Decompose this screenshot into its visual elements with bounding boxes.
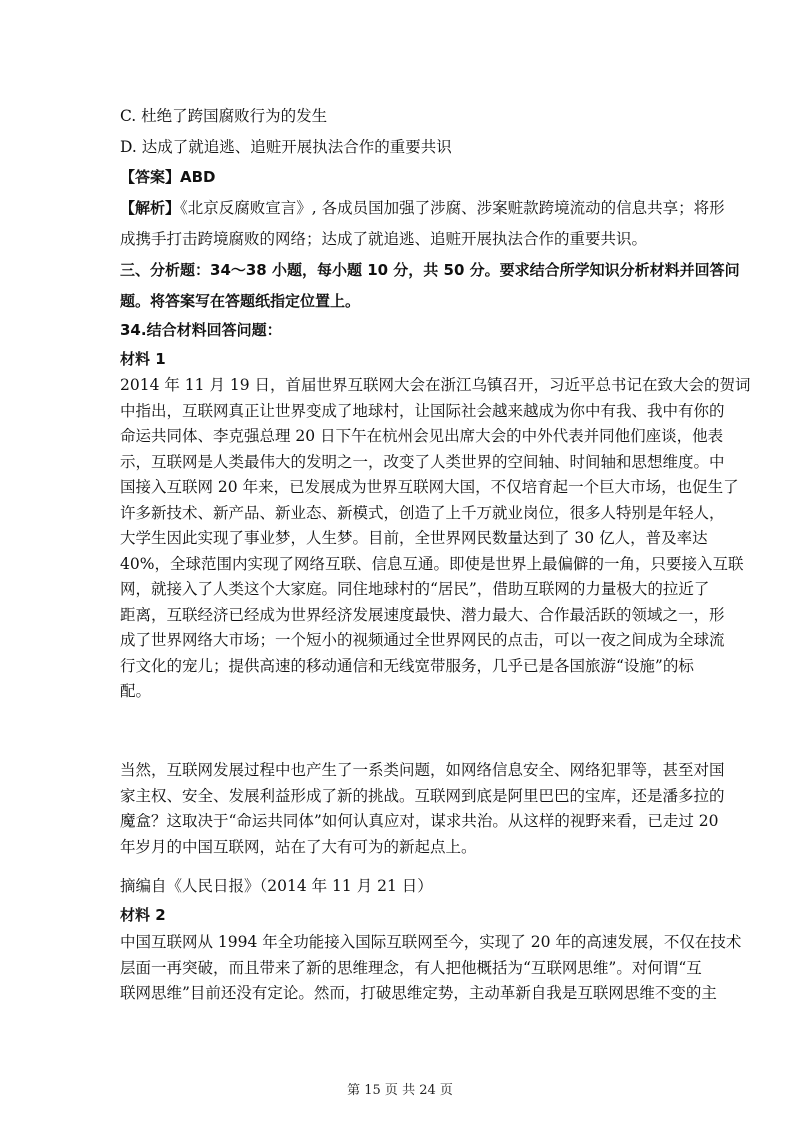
analysis-text-1: 《北京反腐败宣言》, 各成员国加强了涉腐、涉案赃款跨境流动的信息共享；将形 <box>180 199 725 217</box>
text-line: 大学生因此实现了事业梦，人生梦。目前，全世界网民数量达到了 30 亿人，普及率达 <box>120 529 708 547</box>
text-line: 中国互联网从 1994 年全功能接入国际互联网至今，实现了 20 年的高速发展，不仅在技术 <box>120 933 742 951</box>
text-line: 年岁月的中国互联网，站在了大有可为的新起点上。 <box>120 837 477 856</box>
analysis <box>120 196 725 252</box>
text-line: 示，互联网是人类最伟大的发明之一，改变了人类世界的空间轴、时间轴和思想维度。中 <box>120 452 725 471</box>
page-footer: 第 15 页 共 24 页 <box>347 1083 453 1098</box>
analysis-label: 【解析】 <box>120 199 181 217</box>
text-line: 家主权、安全、发展利益形成了新的挑战。互联网到底是阿里巴巴的宝库，还是潘多拉的 <box>120 786 725 805</box>
option-d: D. 达成了就追逃、追赃开展执法合作的重要共识 <box>120 137 452 156</box>
text-line: 40%，全球范围内实现了网络互联、信息互通。即使是世界上最偏僻的一角，只要接入互联 <box>120 554 744 573</box>
text-line: 联网思维”目前还没有定论。然而，打破思维定势，主动革新自我是互联网思维不变的主 <box>120 984 717 1002</box>
text-line: 距离，互联经济已经成为世界经济发展速度最快、潜力最大、合作最活跃的领域之一，形 <box>120 605 725 624</box>
text-line: 当然，互联网发展过程中也产生了一系类问题，如网络信息安全、网络犯罪等，甚至对国 <box>120 761 725 779</box>
answer-label: 【答案】 <box>120 168 181 186</box>
material-1-paragraph-1 <box>120 373 751 705</box>
material-1-paragraph-2 <box>120 758 725 860</box>
text-line: 命运共同体、李克强总理 20 日下午在杭州会见出席大会的中外代表并同他们座谈，他表 <box>120 427 724 445</box>
text-line: 2014 年 11 月 19 日，首届世界互联网大会在浙江乌镇召开，习近平总书记在致大会的贺词 <box>120 376 751 394</box>
text-line: 魔盒？这取决于“命运共同体”如何认真应对，谋求共治。从这样的视野来看，已走过 20 <box>120 812 719 830</box>
material-2-paragraph-1 <box>120 930 742 1007</box>
answer-options <box>120 104 680 160</box>
text-line: 国接入互联网 20 年来，已发展成为世界互联网大国，不仅培育起一个巨大市场，也促生了 <box>120 478 739 496</box>
answer-value: ABD <box>180 168 216 186</box>
analysis-text-2: 成携手打击跨境腐败的网络；达成了就追逃、追赃开展执法合作的重要共识。 <box>120 229 648 248</box>
text-line: 配。 <box>120 682 152 700</box>
text-line: 中指出，互联网真正让世界变成了地球村，让国际社会越来越成为你中有我、我中有你的 <box>120 401 725 420</box>
text-line: 层面一再突破，而且带来了新的思维理念，有人把他概括为“互联网思维”。对何谓“互 <box>120 958 702 977</box>
material-2-title: 材料 2 <box>120 906 166 924</box>
answer-line <box>120 165 680 191</box>
material-1-source: 摘编自《人民日报》（2014 年 11 月 21 日） <box>120 877 433 895</box>
text-line: 网，就接入了人类这个大家庭。同住地球村的“居民”，借助互联网的力量极大的拉近了 <box>120 580 710 598</box>
question-title: 34.结合材料回答问题： <box>120 321 282 339</box>
text-line: 成了世界网络大市场；一个短小的视频通过全世界网民的点击，可以一夜之间成为全球流 <box>120 631 725 649</box>
section-heading <box>120 258 740 314</box>
option-c: C. 杜绝了跨国腐败行为的发生 <box>120 107 328 125</box>
section-heading-line: 三、分析题：34～38 小题，每小题 10 分，共 50 分。要求结合所学知识分析材料并回答问 <box>120 261 740 279</box>
text-line: 行文化的宠儿；提供高速的移动通信和无线宽带服务，几乎已是各国旅游“设施”的标 <box>120 656 694 675</box>
text-line: 许多新技术、新产品、新业态、新模式，创造了上千万就业岗位，很多人特别是年轻人， <box>120 503 725 522</box>
material-1-title: 材料 1 <box>120 350 166 368</box>
section-heading-line: 题。将答案写在答题纸指定位置上。 <box>120 291 361 310</box>
